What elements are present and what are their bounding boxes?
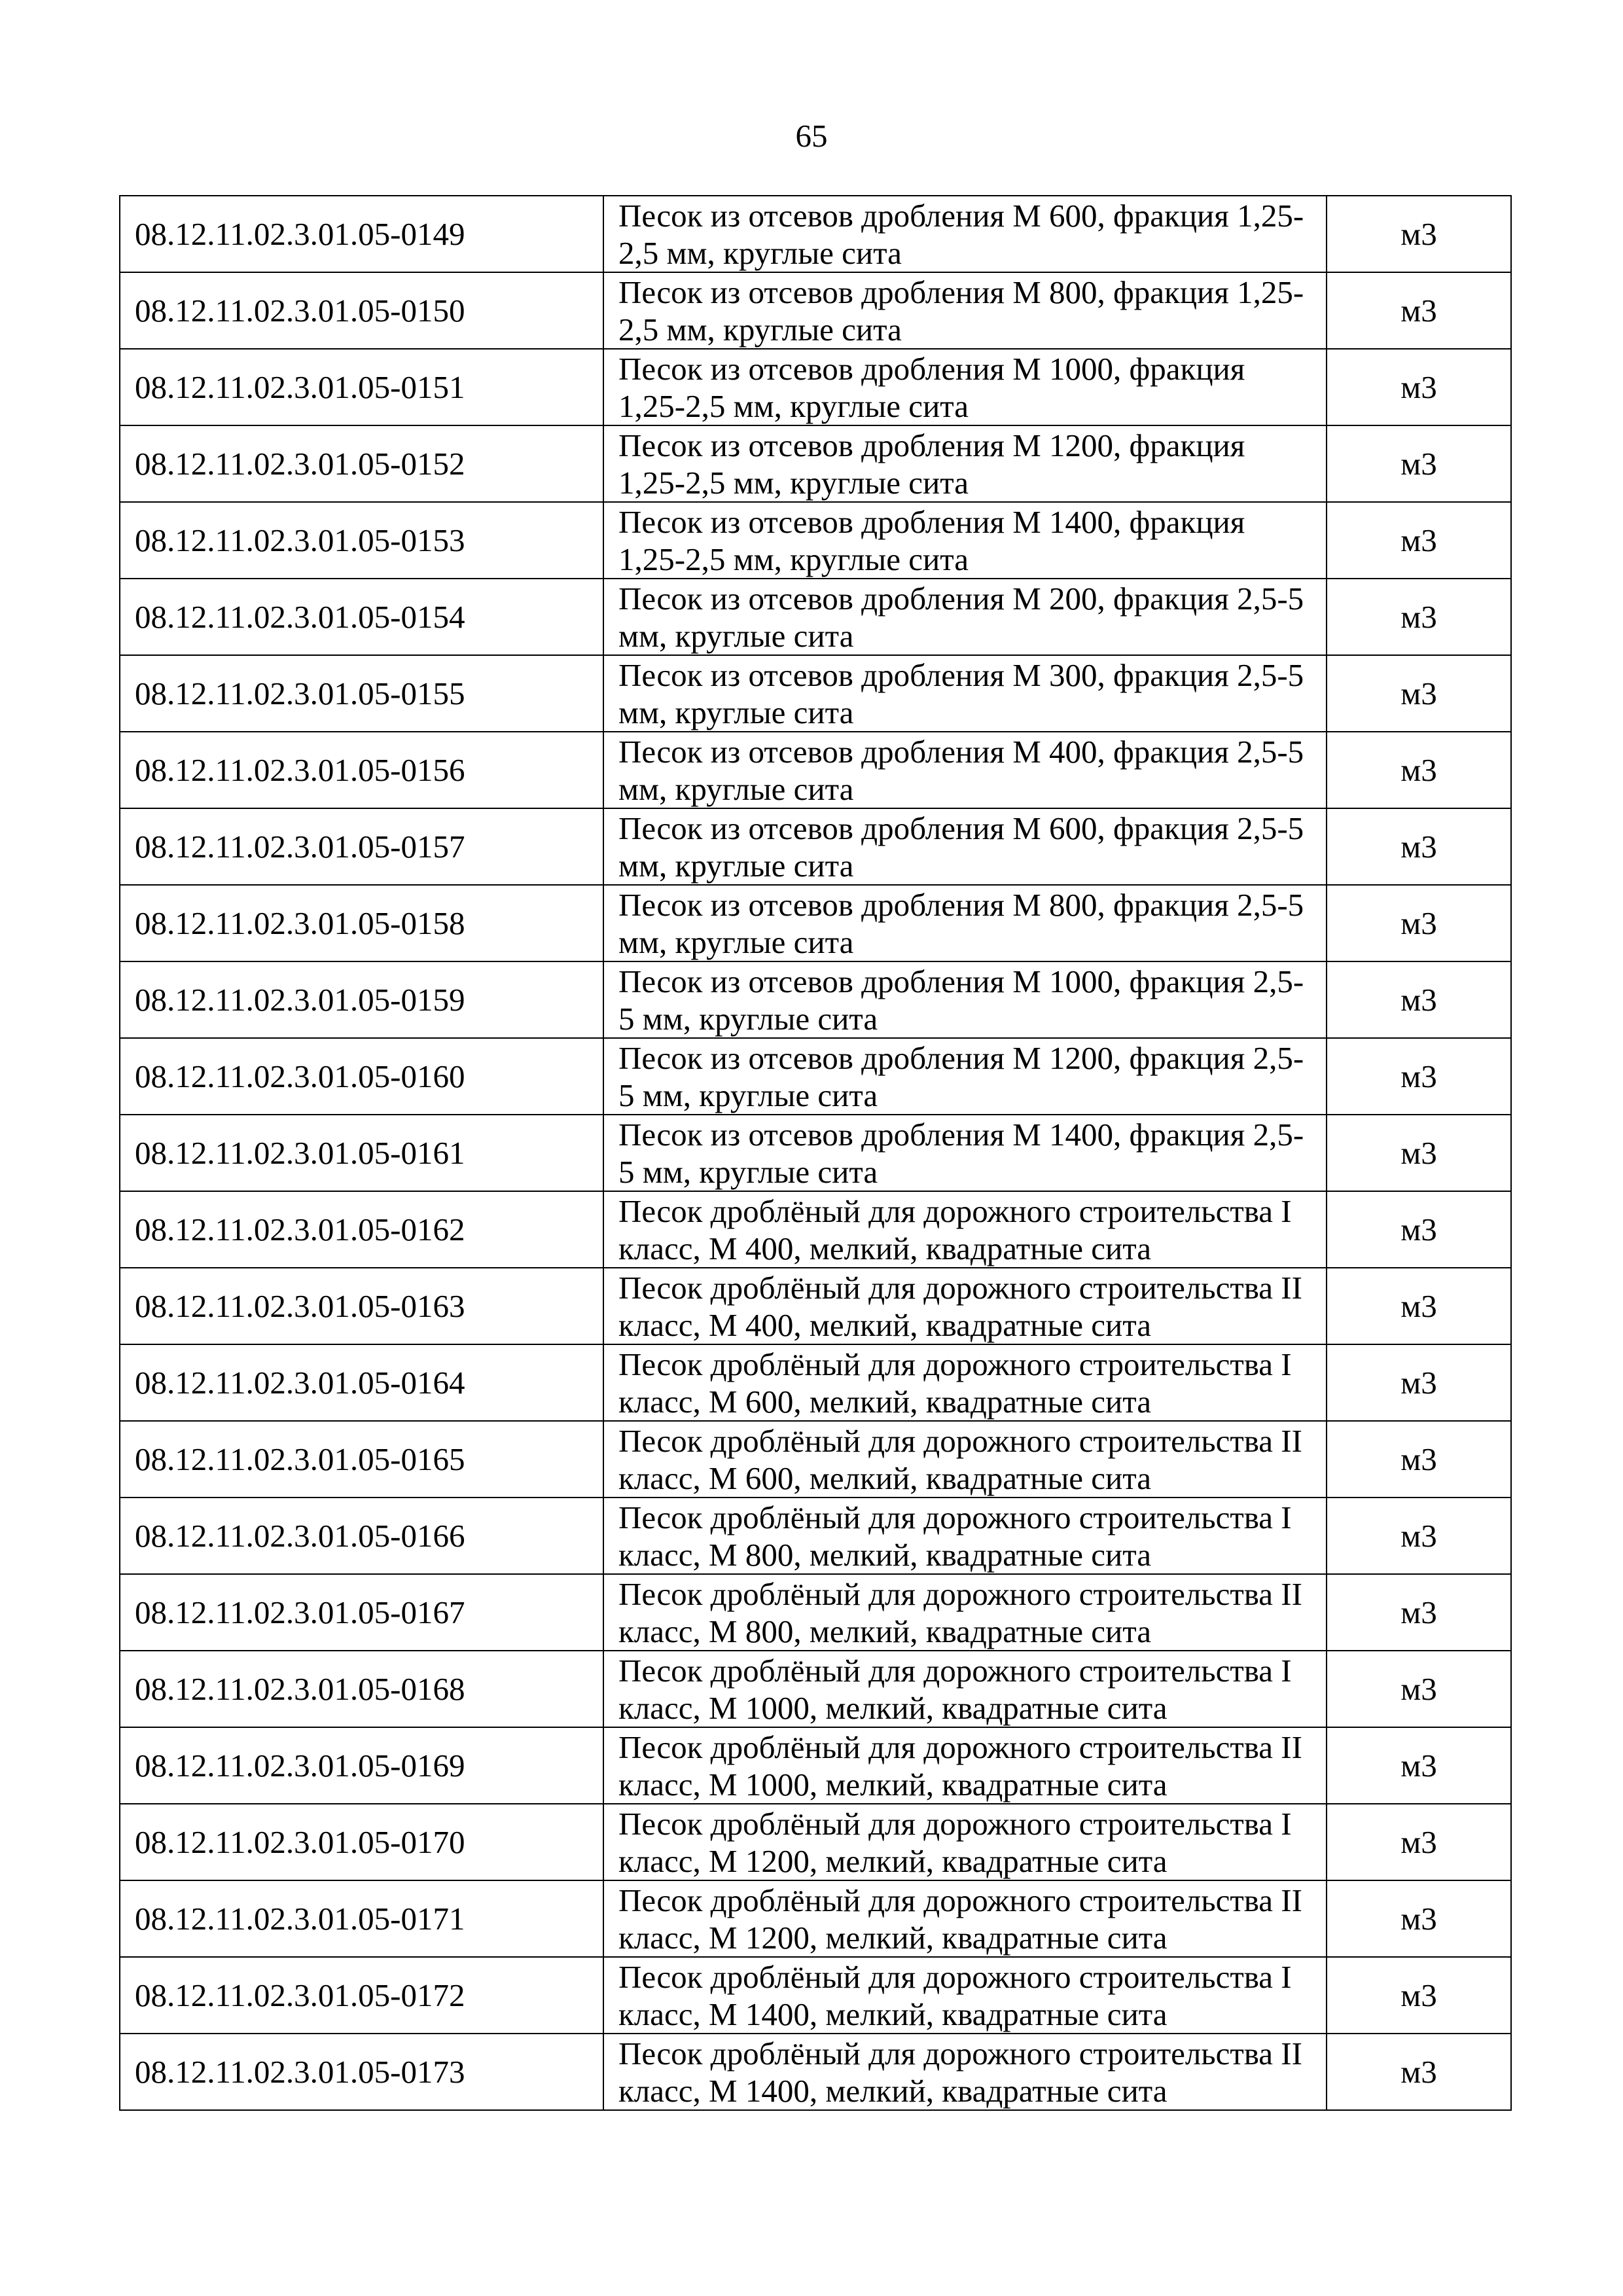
unit-cell: м3 xyxy=(1327,425,1511,502)
table-row xyxy=(120,1038,1511,1115)
table-row xyxy=(120,1727,1511,1804)
table-row xyxy=(120,272,1511,349)
unit-cell: м3 xyxy=(1327,1957,1511,2034)
resource-name-cell: Песок дроблёный для дорожного строительства I класс, М 800, мелкий, квадратные сита xyxy=(603,1498,1327,1574)
resource-code-cell: 08.12.11.02.3.01.05-0161 xyxy=(120,1115,603,1191)
resource-code-cell: 08.12.11.02.3.01.05-0153 xyxy=(120,502,603,579)
table-row xyxy=(120,808,1511,885)
resource-code-cell: 08.12.11.02.3.01.05-0173 xyxy=(120,2034,603,2110)
resource-name-cell: Песок дроблёный для дорожного строительства II класс, М 800, мелкий, квадратные сита xyxy=(603,1574,1327,1651)
unit-cell: м3 xyxy=(1327,655,1511,732)
unit-cell: м3 xyxy=(1327,1038,1511,1115)
resource-name-cell: Песок дроблёный для дорожного строительства II класс, М 1400, мелкий, квадратные сита xyxy=(603,2034,1327,2110)
resource-name-cell: Песок из отсевов дробления М 1000, фракция 2,5-5 мм, круглые сита xyxy=(603,961,1327,1038)
resource-name-cell: Песок из отсевов дробления М 800, фракция 2,5-5 мм, круглые сита xyxy=(603,885,1327,961)
resource-code-cell: 08.12.11.02.3.01.05-0162 xyxy=(120,1191,603,1268)
resource-name-cell: Песок дроблёный для дорожного строительства I класс, М 1000, мелкий, квадратные сита xyxy=(603,1651,1327,1727)
unit-cell: м3 xyxy=(1327,961,1511,1038)
resource-name-cell: Песок дроблёный для дорожного строительства I класс, М 1200, мелкий, квадратные сита xyxy=(603,1804,1327,1880)
resource-name-cell: Песок дроблёный для дорожного строительства I класс, М 400, мелкий, квадратные сита xyxy=(603,1191,1327,1268)
resource-code-cell: 08.12.11.02.3.01.05-0150 xyxy=(120,272,603,349)
table-row xyxy=(120,1268,1511,1344)
unit-cell: м3 xyxy=(1327,579,1511,655)
resource-name-cell: Песок из отсевов дробления М 1200, фракция 1,25-2,5 мм, круглые сита xyxy=(603,425,1327,502)
page-number: 65 xyxy=(795,118,828,154)
table-row xyxy=(120,1344,1511,1421)
table-row xyxy=(120,349,1511,425)
resource-name-cell: Песок из отсевов дробления М 1200, фракция 2,5-5 мм, круглые сита xyxy=(603,1038,1327,1115)
resource-code-cell: 08.12.11.02.3.01.05-0156 xyxy=(120,732,603,808)
unit-cell: м3 xyxy=(1327,196,1511,272)
unit-cell: м3 xyxy=(1327,272,1511,349)
unit-cell: м3 xyxy=(1327,1498,1511,1574)
resource-name-cell: Песок дроблёный для дорожного строительства I класс, М 1400, мелкий, квадратные сита xyxy=(603,1957,1327,2034)
unit-cell: м3 xyxy=(1327,1651,1511,1727)
unit-cell: м3 xyxy=(1327,1268,1511,1344)
resource-code-cell: 08.12.11.02.3.01.05-0159 xyxy=(120,961,603,1038)
resource-name-cell: Песок дроблёный для дорожного строительства II класс, М 400, мелкий, квадратные сита xyxy=(603,1268,1327,1344)
resource-code-cell: 08.12.11.02.3.01.05-0164 xyxy=(120,1344,603,1421)
resource-name-cell: Песок дроблёный для дорожного строительства II класс, М 1200, мелкий, квадратные сита xyxy=(603,1880,1327,1957)
resource-code-cell: 08.12.11.02.3.01.05-0165 xyxy=(120,1421,603,1498)
unit-cell: м3 xyxy=(1327,2034,1511,2110)
resource-name-cell: Песок из отсевов дробления М 400, фракция 2,5-5 мм, круглые сита xyxy=(603,732,1327,808)
table-row xyxy=(120,655,1511,732)
resource-name-cell: Песок из отсевов дробления М 800, фракция 1,25-2,5 мм, круглые сита xyxy=(603,272,1327,349)
table-row xyxy=(120,2034,1511,2110)
resource-name-cell: Песок из отсевов дробления М 1000, фракция 1,25-2,5 мм, круглые сита xyxy=(603,349,1327,425)
resource-code-cell: 08.12.11.02.3.01.05-0160 xyxy=(120,1038,603,1115)
unit-cell: м3 xyxy=(1327,502,1511,579)
table-row xyxy=(120,196,1511,272)
resource-name-cell: Песок дроблёный для дорожного строительства I класс, М 600, мелкий, квадратные сита xyxy=(603,1344,1327,1421)
resource-table xyxy=(119,195,1512,2111)
resource-name-cell: Песок из отсевов дробления М 1400, фракция 1,25-2,5 мм, круглые сита xyxy=(603,502,1327,579)
resource-code-cell: 08.12.11.02.3.01.05-0168 xyxy=(120,1651,603,1727)
unit-cell: м3 xyxy=(1327,808,1511,885)
unit-cell: м3 xyxy=(1327,1115,1511,1191)
table-row xyxy=(120,1498,1511,1574)
table-row xyxy=(120,885,1511,961)
table-row xyxy=(120,961,1511,1038)
resource-code-cell: 08.12.11.02.3.01.05-0163 xyxy=(120,1268,603,1344)
resource-code-cell: 08.12.11.02.3.01.05-0171 xyxy=(120,1880,603,1957)
resource-code-cell: 08.12.11.02.3.01.05-0154 xyxy=(120,579,603,655)
table-row xyxy=(120,1957,1511,2034)
unit-cell: м3 xyxy=(1327,1344,1511,1421)
unit-cell: м3 xyxy=(1327,1421,1511,1498)
unit-cell: м3 xyxy=(1327,1880,1511,1957)
table-row xyxy=(120,579,1511,655)
resource-code-cell: 08.12.11.02.3.01.05-0149 xyxy=(120,196,603,272)
resource-code-cell: 08.12.11.02.3.01.05-0172 xyxy=(120,1957,603,2034)
unit-cell: м3 xyxy=(1327,885,1511,961)
unit-cell: м3 xyxy=(1327,732,1511,808)
table-row xyxy=(120,1804,1511,1880)
resource-name-cell: Песок из отсевов дробления М 600, фракция 1,25-2,5 мм, круглые сита xyxy=(603,196,1327,272)
resource-code-cell: 08.12.11.02.3.01.05-0152 xyxy=(120,425,603,502)
unit-cell: м3 xyxy=(1327,349,1511,425)
resource-code-cell: 08.12.11.02.3.01.05-0157 xyxy=(120,808,603,885)
unit-cell: м3 xyxy=(1327,1191,1511,1268)
table-row xyxy=(120,1651,1511,1727)
resource-code-cell: 08.12.11.02.3.01.05-0169 xyxy=(120,1727,603,1804)
table-row xyxy=(120,425,1511,502)
resource-code-cell: 08.12.11.02.3.01.05-0166 xyxy=(120,1498,603,1574)
resource-name-cell: Песок из отсевов дробления М 300, фракция 2,5-5 мм, круглые сита xyxy=(603,655,1327,732)
table-row xyxy=(120,1880,1511,1957)
table-row xyxy=(120,1574,1511,1651)
table-row xyxy=(120,1191,1511,1268)
resource-code-cell: 08.12.11.02.3.01.05-0151 xyxy=(120,349,603,425)
resource-name-cell: Песок из отсевов дробления М 600, фракция 2,5-5 мм, круглые сита xyxy=(603,808,1327,885)
resource-name-cell: Песок дроблёный для дорожного строительства II класс, М 600, мелкий, квадратные сита xyxy=(603,1421,1327,1498)
table-row xyxy=(120,732,1511,808)
unit-cell: м3 xyxy=(1327,1804,1511,1880)
resource-name-cell: Песок из отсевов дробления М 200, фракция 2,5-5 мм, круглые сита xyxy=(603,579,1327,655)
resource-code-cell: 08.12.11.02.3.01.05-0170 xyxy=(120,1804,603,1880)
unit-cell: м3 xyxy=(1327,1574,1511,1651)
resource-name-cell: Песок из отсевов дробления М 1400, фракция 2,5-5 мм, круглые сита xyxy=(603,1115,1327,1191)
resource-code-cell: 08.12.11.02.3.01.05-0167 xyxy=(120,1574,603,1651)
unit-cell: м3 xyxy=(1327,1727,1511,1804)
table-row xyxy=(120,1421,1511,1498)
resource-code-cell: 08.12.11.02.3.01.05-0155 xyxy=(120,655,603,732)
resource-name-cell: Песок дроблёный для дорожного строительства II класс, М 1000, мелкий, квадратные сита xyxy=(603,1727,1327,1804)
resource-code-cell: 08.12.11.02.3.01.05-0158 xyxy=(120,885,603,961)
table-body xyxy=(120,196,1511,2110)
table-row xyxy=(120,1115,1511,1191)
table-row xyxy=(120,502,1511,579)
